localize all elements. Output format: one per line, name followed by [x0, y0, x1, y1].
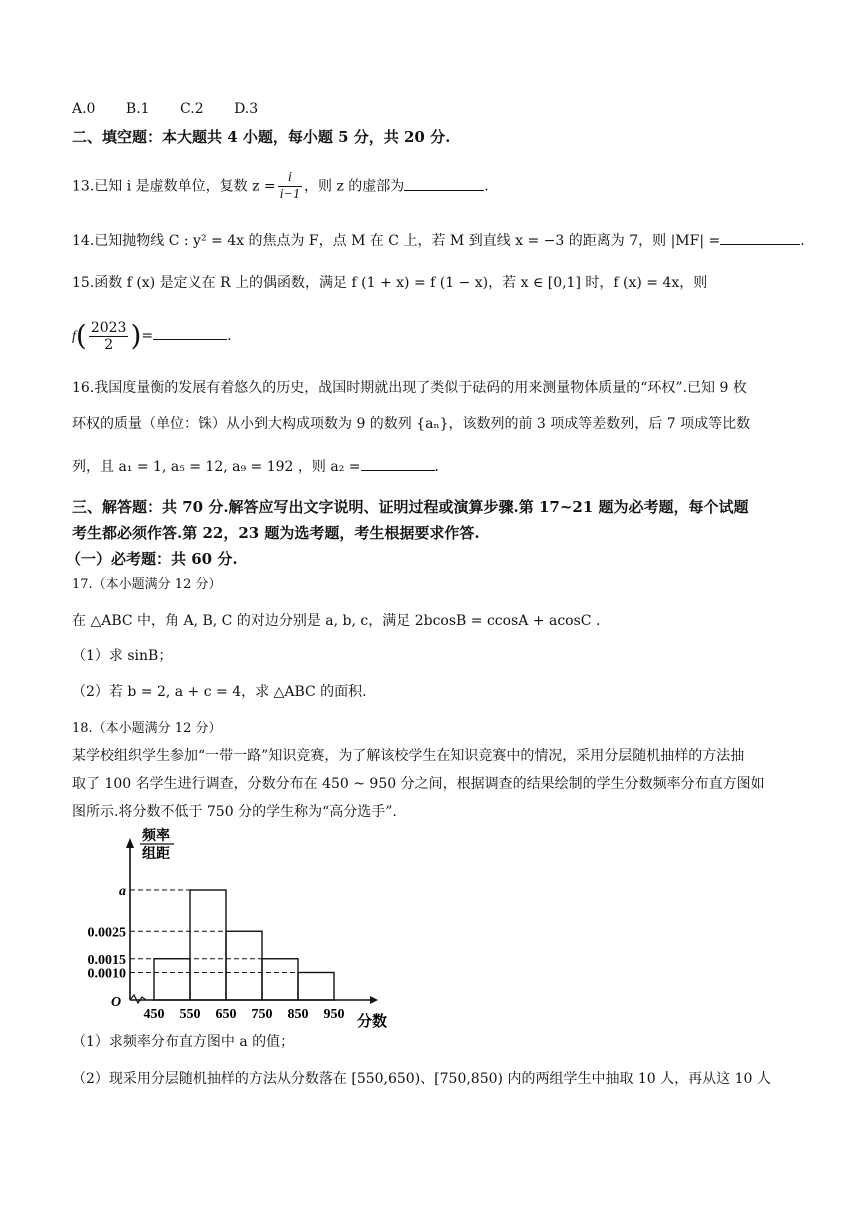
q18-line3: 图所示.将分数不低于 750 分的学生称为“高分选手”. [72, 804, 397, 820]
question-16-end [72, 456, 794, 478]
origin-label: O [110, 995, 122, 1010]
q17-stem: 在 △ABC 中，角 A, B, C 的对边分别是 a, b, c，满足 2bcosB = ccosA + acosC . [72, 613, 601, 629]
section3-subheading: （一）必考题：共 60 分. [66, 550, 238, 568]
q16-end: . [434, 459, 439, 475]
q15-end: . [227, 328, 232, 344]
q15-answer-blank [153, 325, 227, 340]
q17-title: 17.（本小题满分 12 分） [72, 577, 222, 592]
question-15 [72, 272, 794, 294]
q15-right-paren: ) [130, 319, 142, 352]
y-tick-label: 0.0025 [87, 925, 126, 941]
histogram-bar [226, 931, 262, 1000]
q16-line3: 列，且 a₁ = 1, a₅ = 12, a₉ = 192 ，则 a₂ = [72, 459, 361, 475]
x-tick-label: 450 [143, 1007, 165, 1022]
q13-frac-den: i−1 [279, 187, 300, 202]
x-tick-label: 850 [287, 1007, 309, 1022]
q18-title: 18.（本小题满分 12 分） [72, 721, 222, 736]
q18-part2: （2）现采用分层随机抽样的方法从分数落在 [550,650)、[750,850) 内的两组学生中抽取 10 人，再从这 10 人 [72, 1071, 771, 1087]
q13-text-a: 13.已知 i 是虚数单位，复数 z = [72, 178, 276, 195]
q15-frac-den: 2 [104, 336, 114, 353]
q16-line2: 环权的质量（单位：铢）从小到大构成项数为 9 的数列 {aₙ}，该数列的前 3 项成等差数列，后 7 项成等比数 [72, 416, 751, 432]
choice-c: C.2 [180, 101, 204, 117]
q14-end: . [800, 233, 805, 249]
q15-f-label: f [72, 329, 76, 344]
x-tick-label: 550 [179, 1007, 201, 1022]
x-tick-label: 650 [215, 1007, 237, 1022]
section3-heading-1: 三、解答题：共 70 分.解答应写出文字说明、证明过程或演算步骤.第 17~21 题为必考题，每个试题 [72, 498, 749, 516]
question-15-expr [72, 318, 794, 355]
q15-frac-num: 2023 [90, 319, 127, 336]
q16-answer-blank [361, 456, 435, 471]
q16-line1: 16.我国度量衡的发展有着悠久的历史，战国时期就出现了类似于砝码的用来测量物体质量的“环权”.已知 9 枚 [72, 380, 747, 396]
question-14 [72, 230, 805, 252]
q18-line2: 取了 100 名学生进行调查，分数分布在 450 ~ 950 分之间，根据调查的结果绘制的学生分数频率分布直方图如 [72, 776, 765, 792]
choice-a: A.0 [72, 101, 96, 117]
x-axis-arrow [370, 996, 378, 1004]
y-tick-label: 0.0015 [87, 952, 126, 968]
q13-answer-blank [404, 176, 484, 191]
q15-fraction [89, 320, 129, 353]
y-label-numerator: 频率 [142, 829, 170, 844]
y-axis-arrow [126, 838, 134, 848]
q13-fraction [278, 170, 302, 203]
q17-part2: （2）若 b = 2, a + c = 4，求 △ABC 的面积. [72, 684, 367, 700]
q13-text-b: ，则 z 的虚部为 [304, 178, 405, 195]
y-tick-label: a [119, 884, 126, 899]
x-axis-label: 分数 [356, 1014, 388, 1030]
q14-text: 14.已知抛物线 C : y² = 4x 的焦点为 F，点 M 在 C 上，若 M 到直线 x = −3 的距离为 7，则 |MF| = [72, 233, 721, 249]
q15-eq: = [141, 328, 154, 344]
q17-part1: （1）求 sinB； [72, 648, 173, 664]
x-tick-label: 950 [323, 1007, 345, 1022]
q18-part1: （1）求频率分布直方图中 a 的值； [72, 1034, 295, 1050]
y-tick-label: 0.0010 [87, 966, 126, 982]
axis-break [130, 995, 146, 1003]
x-tick-label: 750 [251, 1007, 273, 1022]
histogram-bar [262, 959, 298, 1000]
y-label-denominator: 组距 [142, 847, 170, 862]
q18-line1: 某学校组织学生参加“一带一路”知识竞赛，为了解该校学生在知识竞赛中的情况，采用分层随机抽样的方法抽 [72, 748, 745, 764]
choice-d: D.3 [234, 101, 259, 117]
q14-answer-blank [720, 230, 800, 245]
q15-text: 15.函数 f (x) 是定义在 R 上的偶函数，满足 f (1 + x) = f (1 − x)，若 x ∈ [0,1] 时，f (x) = 4x，则 [72, 275, 708, 291]
section2-heading: 二、填空题：本大题共 4 小题，每小题 5 分，共 20 分. [72, 128, 451, 146]
choices-row [72, 98, 794, 120]
frequency-histogram [70, 826, 400, 1030]
histogram-bar [298, 973, 334, 1001]
q13-end: . [484, 178, 489, 195]
choice-b: B.1 [125, 101, 150, 117]
section3-heading-2: 考生都必须作答.第 22，23 题为选考题，考生根据要求作答. [72, 524, 480, 542]
question-13 [72, 170, 794, 203]
histogram-bar [190, 890, 226, 1000]
q15-left-paren: ( [75, 319, 87, 352]
histogram-bar [154, 959, 190, 1000]
q13-frac-num: i [278, 170, 302, 187]
